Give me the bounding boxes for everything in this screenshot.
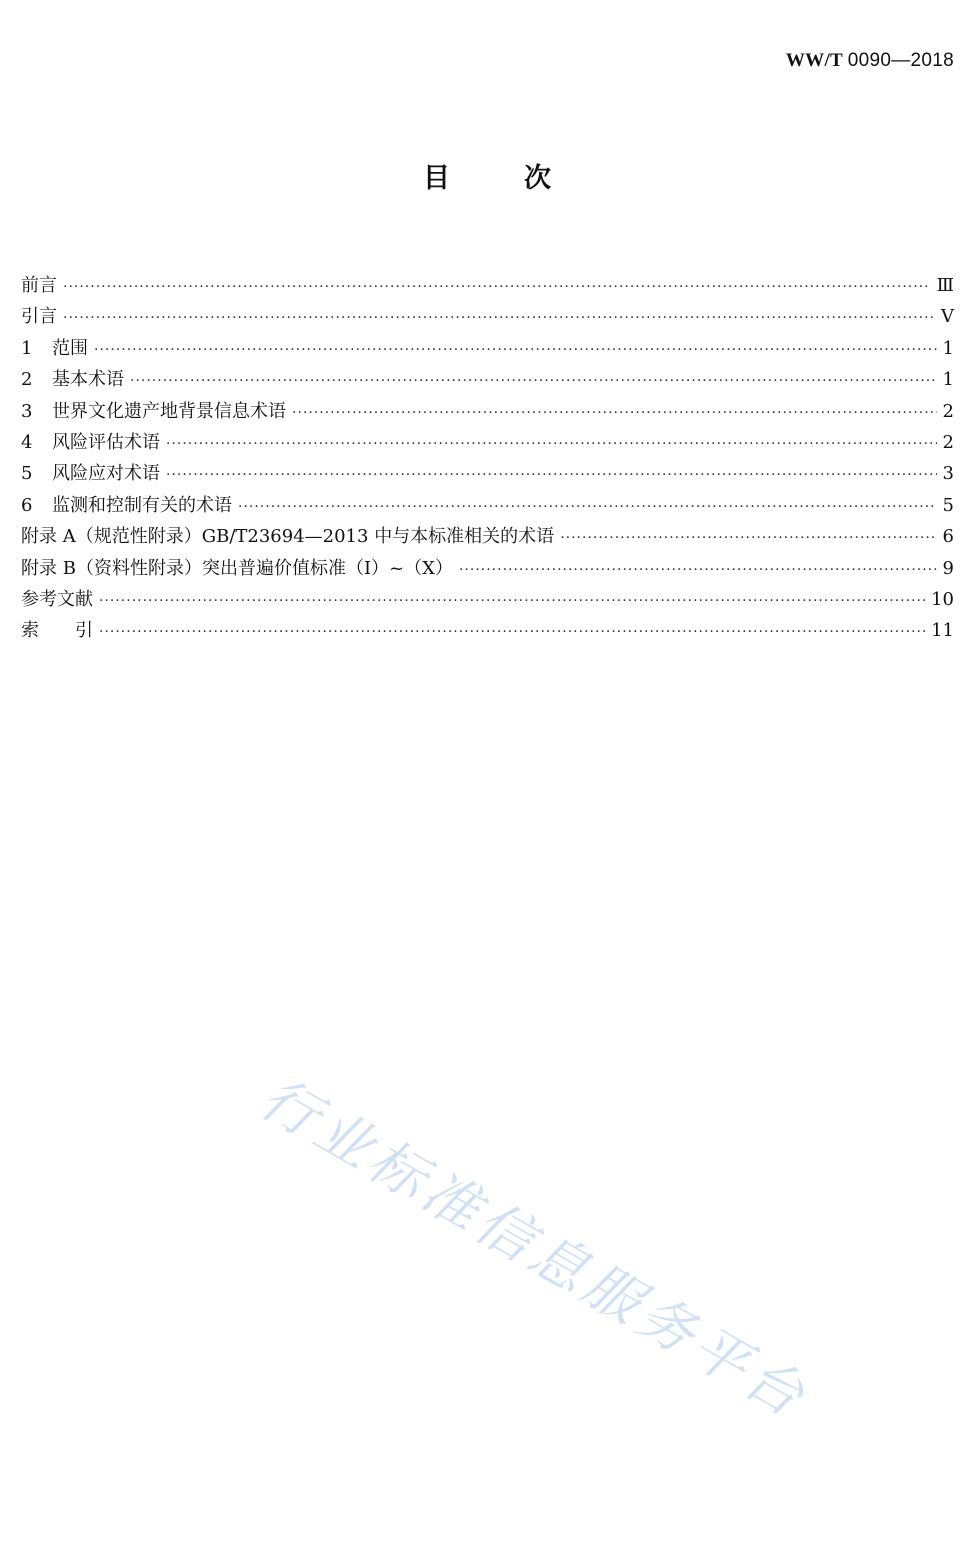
standard-code-prefix: WW/T (785, 50, 843, 71)
toc-label: 前言 (21, 275, 57, 296)
toc-label (21, 333, 88, 364)
toc-text: 基本术语 (52, 369, 124, 391)
toc-page: Ⅴ (941, 306, 954, 328)
dot-leader (63, 272, 931, 303)
dot-leader (63, 303, 935, 334)
toc-item[interactable] (21, 364, 954, 395)
toc-item[interactable] (21, 521, 954, 552)
dot-leader (459, 555, 937, 586)
toc-number: 1 (21, 337, 33, 359)
dot-leader (166, 429, 937, 460)
toc-page: 6 (942, 526, 954, 548)
toc-item[interactable] (21, 490, 954, 521)
toc-page: 3 (942, 463, 954, 485)
toc-page: 10 (931, 588, 954, 610)
toc-label (21, 364, 124, 395)
dot-leader (94, 335, 937, 366)
toc-item[interactable] (21, 615, 954, 646)
toc-text: 范围 (52, 337, 88, 359)
dot-leader (99, 617, 925, 648)
dot-leader (560, 523, 936, 554)
toc-text: 风险评估术语 (52, 431, 160, 453)
toc-label: 附录 A（规范性附录）GB/T23694—2013 中与本标准相关的术语 (21, 526, 555, 548)
toc-text: 监测和控制有关的术语 (52, 494, 232, 516)
toc-label: 参考文献 (21, 588, 93, 610)
toc-label: 附录 B（资料性附录）突出普遍价值标准（Ⅰ）~（Ⅹ） (21, 557, 453, 579)
dot-leader (130, 366, 937, 397)
toc-item[interactable] (21, 458, 954, 489)
dot-leader (166, 460, 937, 491)
toc-page: 11 (931, 620, 954, 642)
toc-number: 6 (21, 494, 33, 516)
standard-code (786, 50, 954, 72)
toc-item[interactable] (21, 270, 954, 301)
table-of-contents (21, 270, 954, 647)
toc-number: 5 (21, 463, 33, 485)
toc-label (21, 490, 232, 521)
toc-page: 5 (942, 494, 954, 516)
page-title (0, 156, 974, 195)
dot-leader (238, 492, 937, 523)
toc-number: 2 (21, 369, 33, 391)
toc-item[interactable] (21, 584, 954, 615)
toc-page: 9 (942, 557, 954, 579)
toc-item[interactable] (21, 301, 954, 332)
toc-number: 3 (21, 400, 33, 422)
toc-label (21, 396, 286, 427)
toc-text: 风险应对术语 (52, 463, 160, 485)
toc-page: 1 (942, 369, 954, 391)
toc-label (21, 458, 160, 489)
toc-item[interactable] (21, 427, 954, 458)
toc-page: 2 (942, 431, 954, 453)
toc-item[interactable] (21, 333, 954, 364)
toc-label: 引言 (21, 306, 57, 328)
toc-label: 索 引 (21, 620, 93, 642)
toc-page: 2 (942, 400, 954, 422)
toc-label (21, 427, 160, 458)
dot-leader (292, 398, 937, 429)
toc-text: 世界文化遗产地背景信息术语 (52, 400, 286, 422)
toc-page: 1 (942, 337, 954, 359)
title-char-1: 目 (423, 163, 450, 194)
title-char-2: 次 (524, 163, 551, 194)
dot-leader (99, 586, 925, 617)
standard-code-number: 0090—2018 (847, 50, 954, 71)
watermark: 行业标准信息服务平台 (249, 1065, 819, 1433)
toc-page: Ⅲ (936, 275, 954, 296)
toc-item[interactable] (21, 396, 954, 427)
toc-number: 4 (21, 431, 33, 453)
toc-item[interactable] (21, 553, 954, 584)
